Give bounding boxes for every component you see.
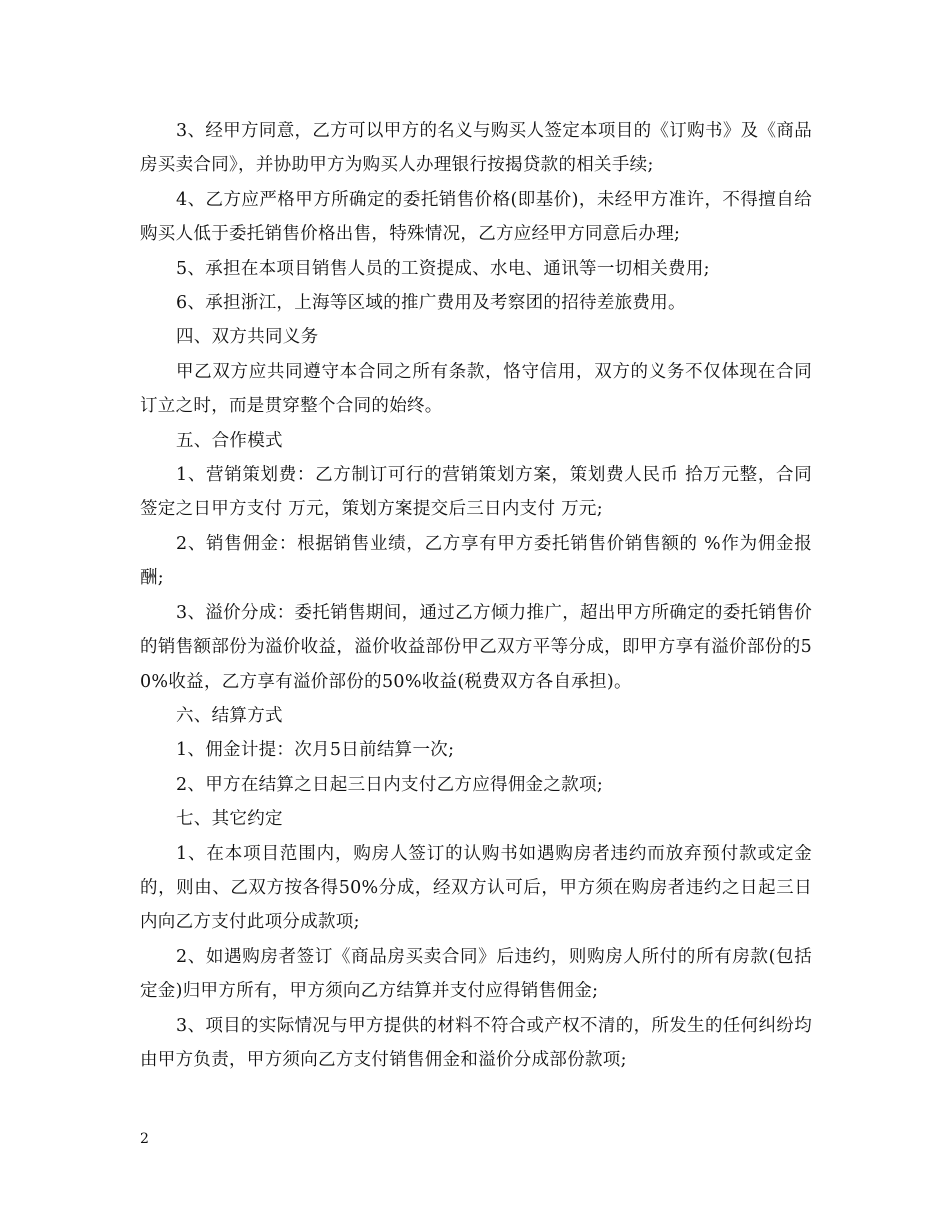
paragraph-commission-accrual: 1、佣金计提：次月5日前结算一次; <box>176 740 455 761</box>
paragraph-clause-5-sales-costs: 5、承担在本项目销售人员的工资提成、水电、通讯等一切相关费用; <box>176 258 710 279</box>
paragraph-marketing-fee: 1、营销策划费：乙方制订可行的营销策划方案，策划费人民币 拾万元整，合同签定之日甲方支付 万元，策划方案提交后三日内支付 万元; <box>140 465 812 520</box>
paragraph-deposit-forfeit: 1、在本项目范围内，购房人签订的认购书如遇购房者违约而放弃预付款或定金的，则由、乙双方按各得50%分成，经双方认可后，甲方须在购房者违约之日起三日内向乙方支付此项分成款项; <box>140 843 812 933</box>
paragraph-clause-6-promotion-costs: 6、承担浙江，上海等区域的推广费用及考察团的招待差旅费用。 <box>176 293 686 314</box>
paragraph-premium-share: 3、溢价分成：委托销售期间，通过乙方倾力推广，超出甲方所确定的委托销售价的销售额部份为溢价收益，溢价收益部份甲乙双方平等分成，即甲方享有溢价部份的50%收益，乙方享有溢价部份的50%收益(税费双方各自承担)。 <box>140 602 812 692</box>
section-heading-cooperation-mode: 五、合作模式 <box>176 430 283 451</box>
paragraph-sales-commission: 2、销售佣金：根据销售业绩，乙方享有甲方委托销售价销售额的 %作为佣金报酬; <box>140 533 812 589</box>
paragraph-clause-3-purchase-contract: 3、经甲方同意，乙方可以甲方的名义与购买人签定本项目的《订购书》及《商品房买卖合同》，并协助甲方为购买人办理银行按揭贷款的相关手续; <box>140 121 812 176</box>
paragraph-property-disputes: 3、项目的实际情况与甲方提供的材料不符合或产权不清的，所发生的任何纠纷均由甲方负责，甲方须向乙方支付销售佣金和溢价分成部份款项; <box>140 1015 812 1070</box>
paragraph-payment-term: 2、甲方在结算之日起三日内支付乙方应得佣金之款项; <box>176 774 604 795</box>
paragraph-buyer-breach: 2、如遇购房者签订《商品房买卖合同》后违约，则购房人所付的所有房款(包括定金)归甲方所有，甲方须向乙方结算并支付应得销售佣金; <box>140 946 812 1002</box>
paragraph-clause-4-sales-price: 4、乙方应严格甲方所确定的委托销售价格(即基价)，未经甲方准许，不得擅自给购买人低于委托销售价格出售，特殊情况，乙方应经甲方同意后办理; <box>140 189 812 245</box>
paragraph-mutual-obligations: 甲乙双方应共同遵守本合同之所有条款，恪守信用，双方的义务不仅体现在合同订立之时，而是贯穿整个合同的始终。 <box>140 361 812 417</box>
document-body <box>140 114 812 1077</box>
section-heading-other-terms: 七、其它约定 <box>176 809 283 830</box>
page-number: 2 <box>140 1131 149 1147</box>
section-heading-mutual-obligations: 四、双方共同义务 <box>176 327 319 348</box>
section-heading-settlement: 六、结算方式 <box>176 705 283 726</box>
